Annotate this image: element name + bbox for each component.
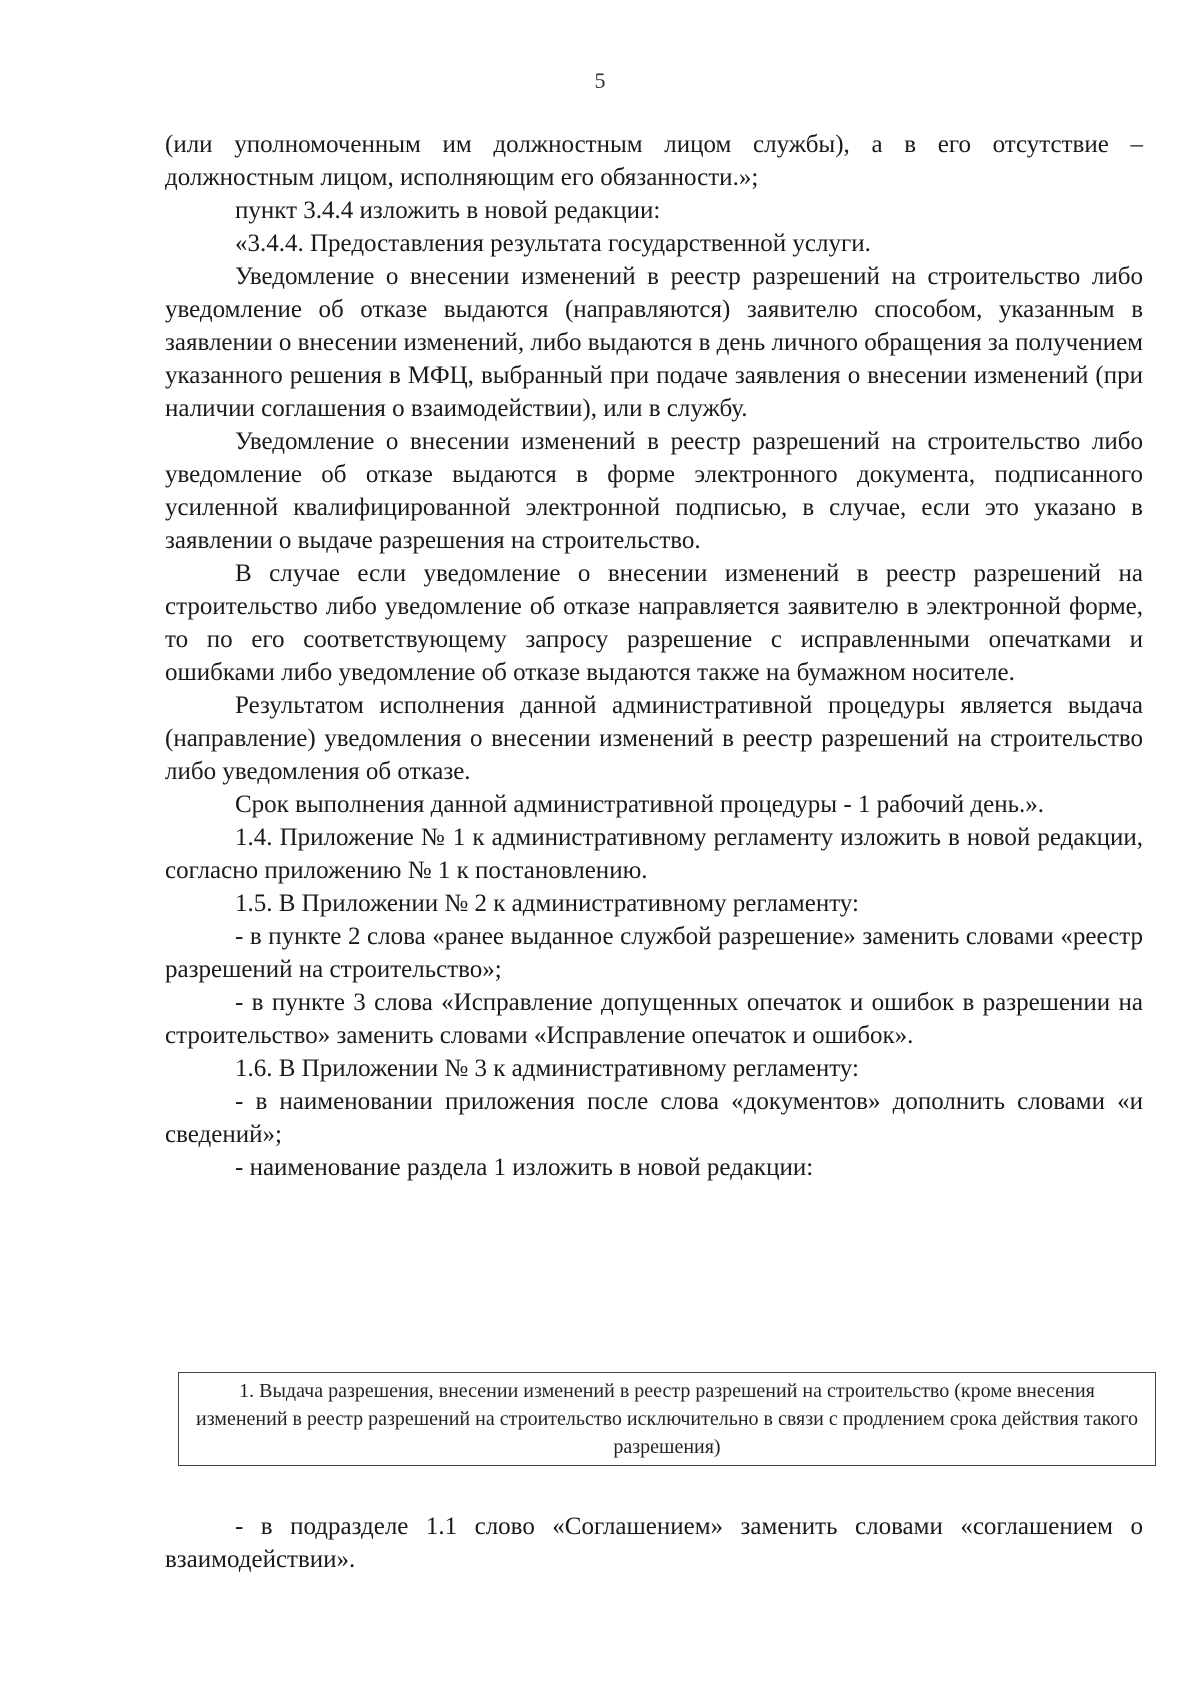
paragraph: - наименование раздела 1 изложить в новой редакции: [235,1154,814,1181]
paragraph: В случае если уведомление о внесении изменений в реестр разрешений на строительство либо уведомление об отказе направляется заявителю в электронной форме, то по его соответствующему запросу разрешение с исправленными опечатками и ошибками либо уведомление об отказе выдаются также на бумажном носителе. [165,560,1143,686]
table-cell: 1. Выдача разрешения, внесении изменений в реестр разрешений на строительство (кроме внесения изменений в реестр разрешений на строительство исключительно в связи с продлением срока действия такого разрешения) [195,1380,1138,1458]
paragraph: 1.5. В Приложении № 2 к административному регламенту: [235,890,859,917]
paragraph: 1.4. Приложение № 1 к административному регламенту изложить в новой редакции, согласно приложению № 1 к постановлению. [165,824,1143,884]
paragraph: - в пункте 2 слова «ранее выданное службой разрешение» заменить словами «реестр разрешений на строительство»; [165,923,1143,983]
paragraph: Уведомление о внесении изменений в реестр разрешений на строительство либо уведомление об отказе выдаются в форме электронного документа, подписанного усиленной квалифицированной электронной подписью, в случае, если это указано в заявлении о выдаче разрешения на строительство. [165,428,1143,554]
paragraph: - в подразделе 1.1 слово «Соглашением» заменить словами «соглашением о взаимодействии». [165,1513,1143,1573]
paragraph: (или уполномоченным им должностным лицом службы), а в его отсутствие – должностным лицом, исполняющим его обязанности.»; [165,131,1143,191]
document-body [165,128,1143,1184]
document-body-continued [165,1510,1143,1576]
paragraph: 1.6. В Приложении № 3 к административному регламенту: [235,1055,859,1082]
paragraph: Срок выполнения данной административной процедуры - 1 рабочий день.». [235,791,1045,818]
page-number: 5 [594,68,606,93]
paragraph: пункт 3.4.4 изложить в новой редакции: [235,197,661,224]
paragraph: «3.4.4. Предоставления результата государственной услуги. [235,230,871,257]
paragraph: Результатом исполнения данной административной процедуры является выдача (направление) уведомления о внесении изменений в реестр разрешений на строительство либо уведомления об отказе. [165,692,1143,785]
paragraph: Уведомление о внесении изменений в реестр разрешений на строительство либо уведомление об отказе выдаются (направляются) заявителю способом, указанным в заявлении о внесении изменений, либо выдаются в день личного обращения за получением указанного решения в МФЦ, выбранный при подаче заявления о внесении изменений (при наличии соглашения о взаимодействии), или в службу. [165,263,1143,422]
paragraph: - в наименовании приложения после слова «документов» дополнить словами «и сведений»; [165,1088,1143,1148]
paragraph: - в пункте 3 слова «Исправление допущенных опечаток и ошибок в разрешении на строительство» заменить словами «Исправление опечаток и ошибок». [165,989,1143,1049]
section-title-table [178,1372,1156,1466]
